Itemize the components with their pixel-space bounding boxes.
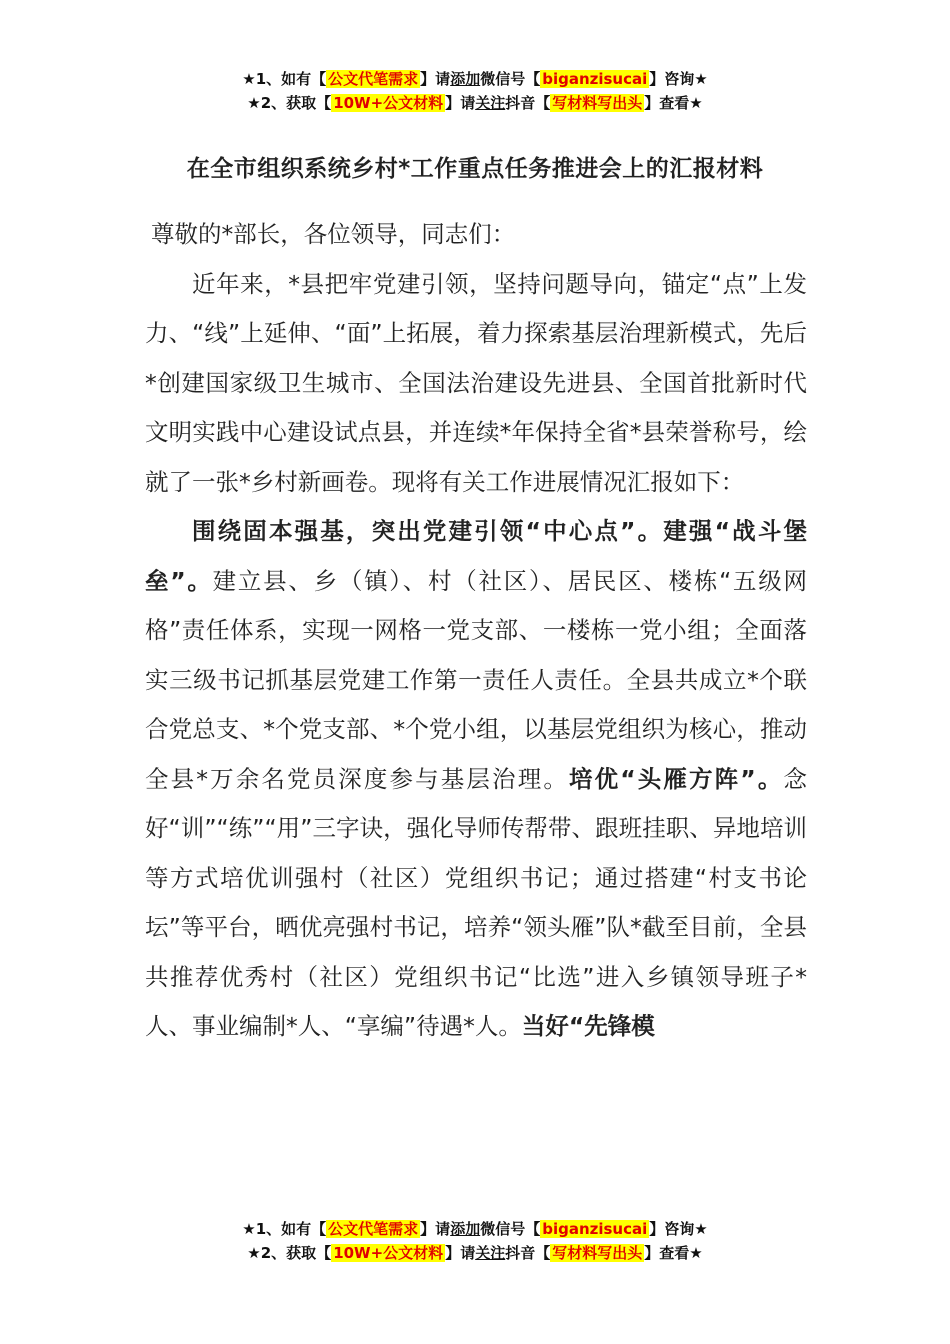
promo-line-1: ★1、如有【 公文代笔需求 】请添加微信号【 biganzisucai 】咨询★ xyxy=(242,1220,708,1238)
document-body xyxy=(145,210,807,1052)
document-title: 在全市组织系统乡村*工作重点任务推进会上的汇报材料 xyxy=(186,156,764,182)
highlight-douyin-id: 写材料写出头 xyxy=(552,94,643,112)
highlight-wechat-id: biganzisucai xyxy=(542,70,648,88)
highlight-douyin-id: 写材料写出头 xyxy=(552,1244,643,1262)
subheading-leaders: 培优“头雁方阵”。 xyxy=(568,764,784,793)
promo-banner-bottom xyxy=(0,1217,950,1265)
highlight-materials: 10W+公文材料 xyxy=(333,94,444,112)
salutation: 尊敬的*部长，各位领导，同志们： xyxy=(151,220,516,248)
promo-line-2: ★2、获取【 10W+公文材料 】请关注抖音【 写材料写出头 】查看★ xyxy=(247,94,703,112)
highlight-wechat-id: biganzisucai xyxy=(542,1220,648,1238)
section-heading: 围绕固本强基，突出党建引领“中心点”。建强“战斗堡垒”。 xyxy=(145,517,807,595)
promo-banner-top xyxy=(0,67,950,115)
subheading-pioneers: 当好“先锋模 xyxy=(521,1012,655,1040)
promo-line-2: ★2、获取【 10W+公文材料 】请关注抖音【 写材料写出头 】查看★ xyxy=(247,1244,703,1262)
highlight-service: 公文代笔需求 xyxy=(328,1220,419,1238)
paragraph-intro: 近年来，*县把牢党建引领，坚持问题导向，锚定“点”上发力、“线”上延伸、“面”上拓展，着力探索基层治理新模式，先后*创建国家级卫生城市、全国法治建设先进县、全国首批新时代文明实践中心建设试点县，并连续*年保持全省*县荣誉称号，绘就了一张*乡村新画卷。现将有关工作进展情况汇报如下： xyxy=(145,269,807,496)
highlight-materials: 10W+公文材料 xyxy=(333,1244,444,1262)
promo-line-1: ★1、如有【 公文代笔需求 】请添加微信号【 biganzisucai 】咨询★ xyxy=(242,70,708,88)
paragraph-party-building: 围绕固本强基，突出党建引领“中心点”。建强“战斗堡垒”。建立县、乡（镇）、村（社区）、居民区、楼栋“五级网格”责任体系，实现一网格一党支部、一楼栋一党小组；全面落实三级书记抓基层党建工作第一责任人责任。全县共成立*个联合党总支、*个党支部、*个党小组，以基层党组织为核心，推动全县*万余名党员深度参与基层治理。培优“头雁方阵”。念好“训”“练”“用”三字诀，强化导师传帮带、跟班挂职、异地培训等方式培优训强村（社区）党组织书记；通过搭建“村支书论坛”等平台，晒优亮强村书记，培养“领头雁”队*截至目前，全县共推荐优秀村（社区）党组织书记“比选”进入乡镇领导班子*人、事业编制*人、“享编”待遇*人。当好“先锋模 xyxy=(145,517,808,1040)
highlight-service: 公文代笔需求 xyxy=(328,70,419,88)
